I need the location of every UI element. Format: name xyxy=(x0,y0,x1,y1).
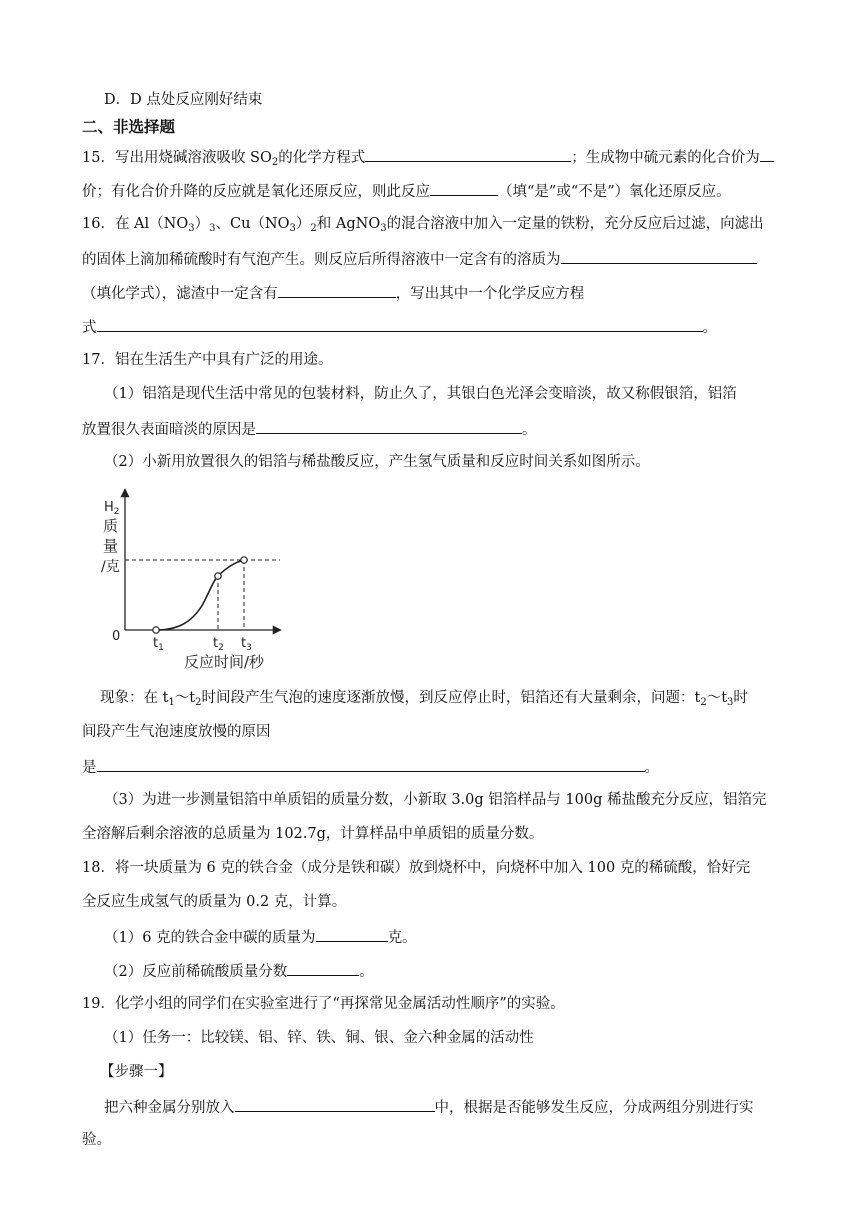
question-16-line1: 16．在 $Al(NO_3)_3$、$Cu(NO_3)_2$和 AgNO$_3$的混合溶液中加入一定量的铁粉，充分反应后过滤，向滤出 xyxy=(82,216,764,234)
answer-blank[interactable] xyxy=(365,146,571,162)
question-16-line3: （填化学式），滤渣中一定含有 ，写出其中一个化学反应方程 xyxy=(82,282,584,304)
y-axis-label-3: /克 xyxy=(101,559,120,575)
question-17-3-line1: （3）为进一步测量铝箔中单质铝的质量分数，小新取 3.0g 铝箔样品与 100g 稀盐酸充分反应，铝箔完 xyxy=(104,792,767,808)
x-axis-label: 反应时间/秒 xyxy=(184,653,265,671)
tick-t2: $t_2$ xyxy=(213,636,224,653)
answer-blank[interactable] xyxy=(561,248,757,264)
question-18-line1: 18．将一块质量为 6 克的铁合金（成分是铁和碳）放到烧杯中，向烧杯中加入 100 克的稀硫酸，恰好完 xyxy=(82,860,751,876)
question-19-1: （1）任务一：比较镁、铝、锌、铁、铜、银、金六种金属的活动性 xyxy=(104,1030,534,1046)
y-axis-label-h: $H_2$ xyxy=(104,500,120,517)
tick-t1: $t_1$ xyxy=(153,636,164,653)
hydrogen-mass-chart xyxy=(96,484,296,674)
tick-t3: $t_3$ xyxy=(241,636,252,653)
option-d: D．D 点处反应刚好结束 xyxy=(104,92,263,108)
answer-blank[interactable] xyxy=(316,926,388,942)
answer-blank[interactable] xyxy=(278,282,396,298)
phenomenon-line3: 是 。 xyxy=(82,756,659,778)
section-heading: 二、非选择题 xyxy=(82,118,176,136)
step-one-line1: 把六种金属分别放入 中，根据是否能够发生反应，分成两组分别进行实 xyxy=(104,1096,754,1118)
question-17-2: （2）小新用放置很久的铝箔与稀盐酸反应，产生氢气质量和反应时间关系如图所示。 xyxy=(104,454,650,470)
question-18-2: （2）反应前稀硫酸质量分数 。 xyxy=(104,960,374,982)
question-19: 19．化学小组的同学们在实验室进行了“再探常见金属活动性顺序”的实验。 xyxy=(82,996,565,1012)
question-17-1-line2: 放置很久表面暗淡的原因是 。 xyxy=(82,418,537,440)
point-t2 xyxy=(215,573,221,579)
phenomenon-line1: 现象：在 $t_1\sim t_2$时间段产生气泡的速度逐渐放慢，到反应停止时，铝箔还有大量剩余，问题：$t_2\sim t_3$时 xyxy=(100,690,748,708)
reaction-curve xyxy=(156,560,244,630)
y-axis-label-2: 量 xyxy=(103,537,119,555)
phenomenon-line2: 间段产生气泡速度放慢的原因 xyxy=(82,724,271,740)
answer-blank[interactable] xyxy=(256,418,522,434)
answer-blank[interactable] xyxy=(235,1096,435,1112)
question-16-line4: 式 。 xyxy=(82,316,717,338)
answer-blank[interactable] xyxy=(430,180,498,196)
answer-blank[interactable] xyxy=(760,146,774,162)
question-17: 17．铝在生活生产中具有广泛的用途。 xyxy=(82,352,333,368)
answer-blank[interactable] xyxy=(97,756,645,772)
question-15-line1: 15．写出用烧碱溶液吸收 $SO_2$的化学方程式 ；生成物中硫元素的化合价为 xyxy=(82,146,774,168)
question-18-line2: 全反应生成氢气的质量为 0.2 克，计算。 xyxy=(82,894,347,910)
step-one-line2: 验。 xyxy=(82,1132,111,1148)
question-16-line2: 的固体上滴加稀硫酸时有气泡产生。则反应后所得溶液中一定含有的溶质为 xyxy=(82,248,757,270)
answer-blank[interactable] xyxy=(287,960,359,976)
answer-blank[interactable] xyxy=(97,316,703,332)
point-t3 xyxy=(241,557,247,563)
origin-label: 0 xyxy=(112,629,121,644)
question-18-1: （1）6 克的铁合金中碳的质量为 克。 xyxy=(104,926,417,948)
y-axis-label-1: 质 xyxy=(103,517,119,535)
question-15-line2: 价；有化合价升降的反应就是氧化还原反应，则此反应 （填“是”或“不是”）氧化还原反应。 xyxy=(82,180,731,202)
point-t1 xyxy=(153,627,159,633)
question-17-3-line2: 全溶解后剩余溶液的总质量为 102.7g，计算样品中单质铝的质量分数。 xyxy=(82,826,544,842)
question-17-1-line1: （1）铝箔是现代生活中常见的包装材料，防止久了，其银白色光泽会变暗淡，故又称假银箔，铝箔 xyxy=(104,386,737,402)
step-one-heading: 【步骤一】 xyxy=(100,1064,173,1080)
